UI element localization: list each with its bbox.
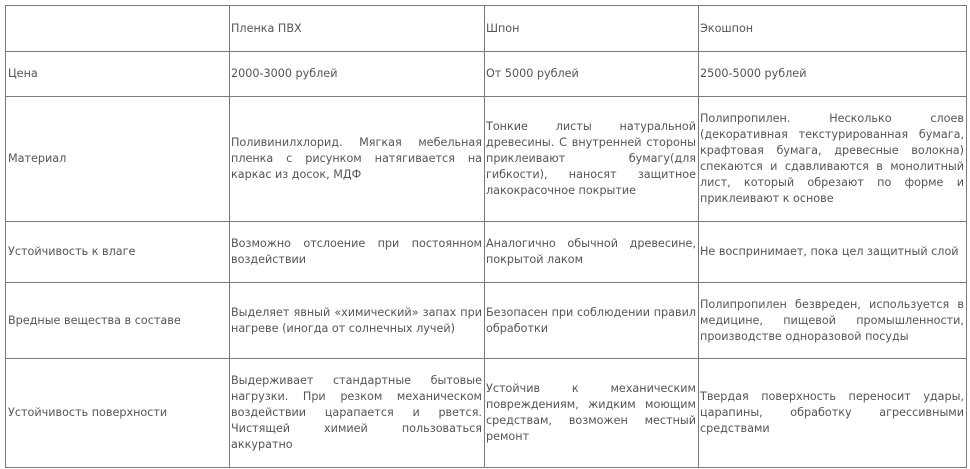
table-cell: Устойчив к механическим повреждениям, жидким моющим средствам, возможен местный ремонт [485, 359, 699, 468]
table-cell: Тонкие листы натуральной древесины. С внутренней стороны приклеивают бумагу(для гибкости), наносят защитное лакокрасочное покрытие [485, 97, 699, 222]
header-cell-veneer: Шпон [485, 6, 699, 52]
table-cell: Полипропилен безвреден, используется в медицине, пищевой промышленности, производстве одноразовой посуды [699, 283, 967, 359]
table-cell: Полипропилен. Несколько слоев (декоративная текстурированная бумага, крафтовая бумага, древесные волокна) спекаются и сдавливаются в монолитный лист, который обрезают по форме и приклеивают к основе [699, 97, 967, 222]
table-row-harmful [6, 283, 967, 359]
header-row [6, 6, 967, 52]
table-cell: От 5000 рублей [485, 52, 699, 97]
table-cell: Выдерживает стандартные бытовые нагрузки. При резком механическом воздействии царапается и рвется. Чистящей химией пользоваться аккуратно [230, 359, 485, 468]
table-cell: 2000-3000 рублей [230, 52, 485, 97]
header-cell-pvc-film: Пленка ПВХ [230, 6, 485, 52]
table-row-moisture [6, 222, 967, 283]
table-cell: Выделяет явный «химический» запах при нагреве (иногда от солнечных лучей) [230, 283, 485, 359]
row-label-moisture: Устойчивость к влаге [6, 222, 230, 283]
table-cell: Твердая поверхность переносит удары, царапины, обработку агрессивными средствами [699, 359, 967, 468]
table-cell: Аналогично обычной древесине, покрытой лаком [485, 222, 699, 283]
table-cell: Поливинилхлорид. Мягкая мебельная пленка с рисунком натягивается на каркас из досок, МДФ [230, 97, 485, 222]
table-cell: Безопасен при соблюдении правил обработки [485, 283, 699, 359]
table-cell: Не воспринимает, пока цел защитный слой [699, 222, 967, 283]
comparison-table [5, 5, 967, 468]
table-cell: Возможно отслоение при постоянном воздействии [230, 222, 485, 283]
row-label-surface: Устойчивость поверхности [6, 359, 230, 468]
row-label-material: Материал [6, 97, 230, 222]
row-label-price: Цена [6, 52, 230, 97]
row-label-harmful: Вредные вещества в составе [6, 283, 230, 359]
header-cell-eco-veneer: Экошпон [699, 6, 967, 52]
table-row-surface [6, 359, 967, 468]
table-row-material [6, 97, 967, 222]
header-cell-empty [6, 6, 230, 52]
table-cell: 2500-5000 рублей [699, 52, 967, 97]
table-row-price [6, 52, 967, 97]
